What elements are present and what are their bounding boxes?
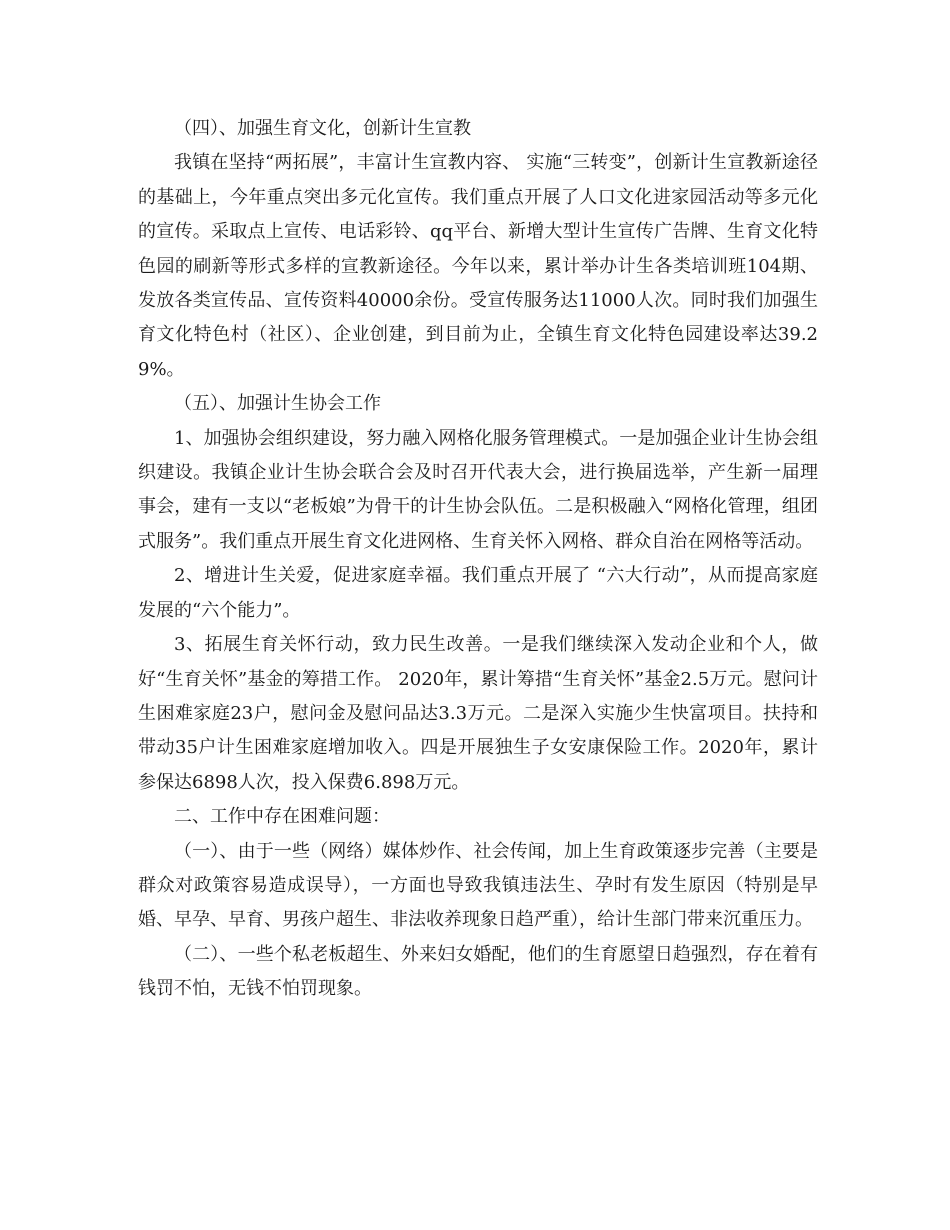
paragraph-problem-two: （二）、一些个私老板超生、外来妇女婚配，他们的生育愿望日趋强烈，存在着有钱罚不怕，无钱不怕罚现象。 bbox=[138, 943, 818, 1000]
section-heading-five: （五）、加强计生协会工作 bbox=[174, 393, 381, 415]
paragraph-association: 1、加强协会组织建设，努力融入网格化服务管理模式。一是加强企业计生协会组织建设。我镇企业计生协会联合会及时召开代表大会，进行换届选举，产生新一届理事会，建有一支以“老板娘”为骨干的计生协会队伍。二是积极融入“网格化管理，组团式服务”。我们重点开展生育文化进网格、生育关怀入网格、群众自治在网格等活动。 bbox=[138, 427, 818, 552]
paragraph-problem-one: （一）、由于一些（网络）媒体炒作、社会传闻，加上生育政策逐步完善（主要是群众对政策容易造成误导），一方面也导致我镇违法生、孕时有发生原因（特别是早婚、早孕、早育、男孩户超生、非法收养现象日趋严重），给计生部门带来沉重压力。 bbox=[138, 840, 818, 931]
section-heading-four: （四）、加强生育文化，创新计生宣教 bbox=[174, 118, 471, 139]
section-heading-problems: 二、工作中存在困难问题： bbox=[174, 806, 390, 828]
paragraph-care: 2、增进计生关爱，促进家庭幸福。我们重点开展了 “六大行动”，从而提高家庭发展的“六个能力”。 bbox=[138, 565, 818, 621]
document-body bbox=[138, 112, 818, 1007]
paragraph-propaganda: 我镇在坚持“两拓展”，丰富计生宣教内容、 实施“三转变”，创新计生宣教新途径的基础上，今年重点突出多元化宣传。我们重点开展了人口文化进家园活动等多元化的宣传。采取点上宣传、电话彩铃、qq平台、新增大型计生宣传广告牌、生育文化特色园的刷新等形式多样的宣教新途径。今年以来，累计举办计生各类培训班104期、发放各类宣传品、宣传资料40000余份。受宣传服务达11000人次。同时我们加强生育文化特色村（社区）、企业创建，到目前为止，全镇生育文化特色园建设率达39.29%。 bbox=[138, 152, 818, 380]
paragraph-welfare: 3、拓展生育关怀行动，致力民生改善。一是我们继续深入发动企业和个人，做好“生育关怀”基金的筹措工作。 2020年，累计筹措“生育关怀”基金2.5万元。慰问计生困难家庭23户，慰问金及慰问品达3.3万元。二是深入实施少生快富项目。扶持和带动35户计生困难家庭增加收入。四是开展独生子女安康保险工作。2020年，累计参保达6898人次，投入保费6.898万元。 bbox=[138, 634, 818, 793]
